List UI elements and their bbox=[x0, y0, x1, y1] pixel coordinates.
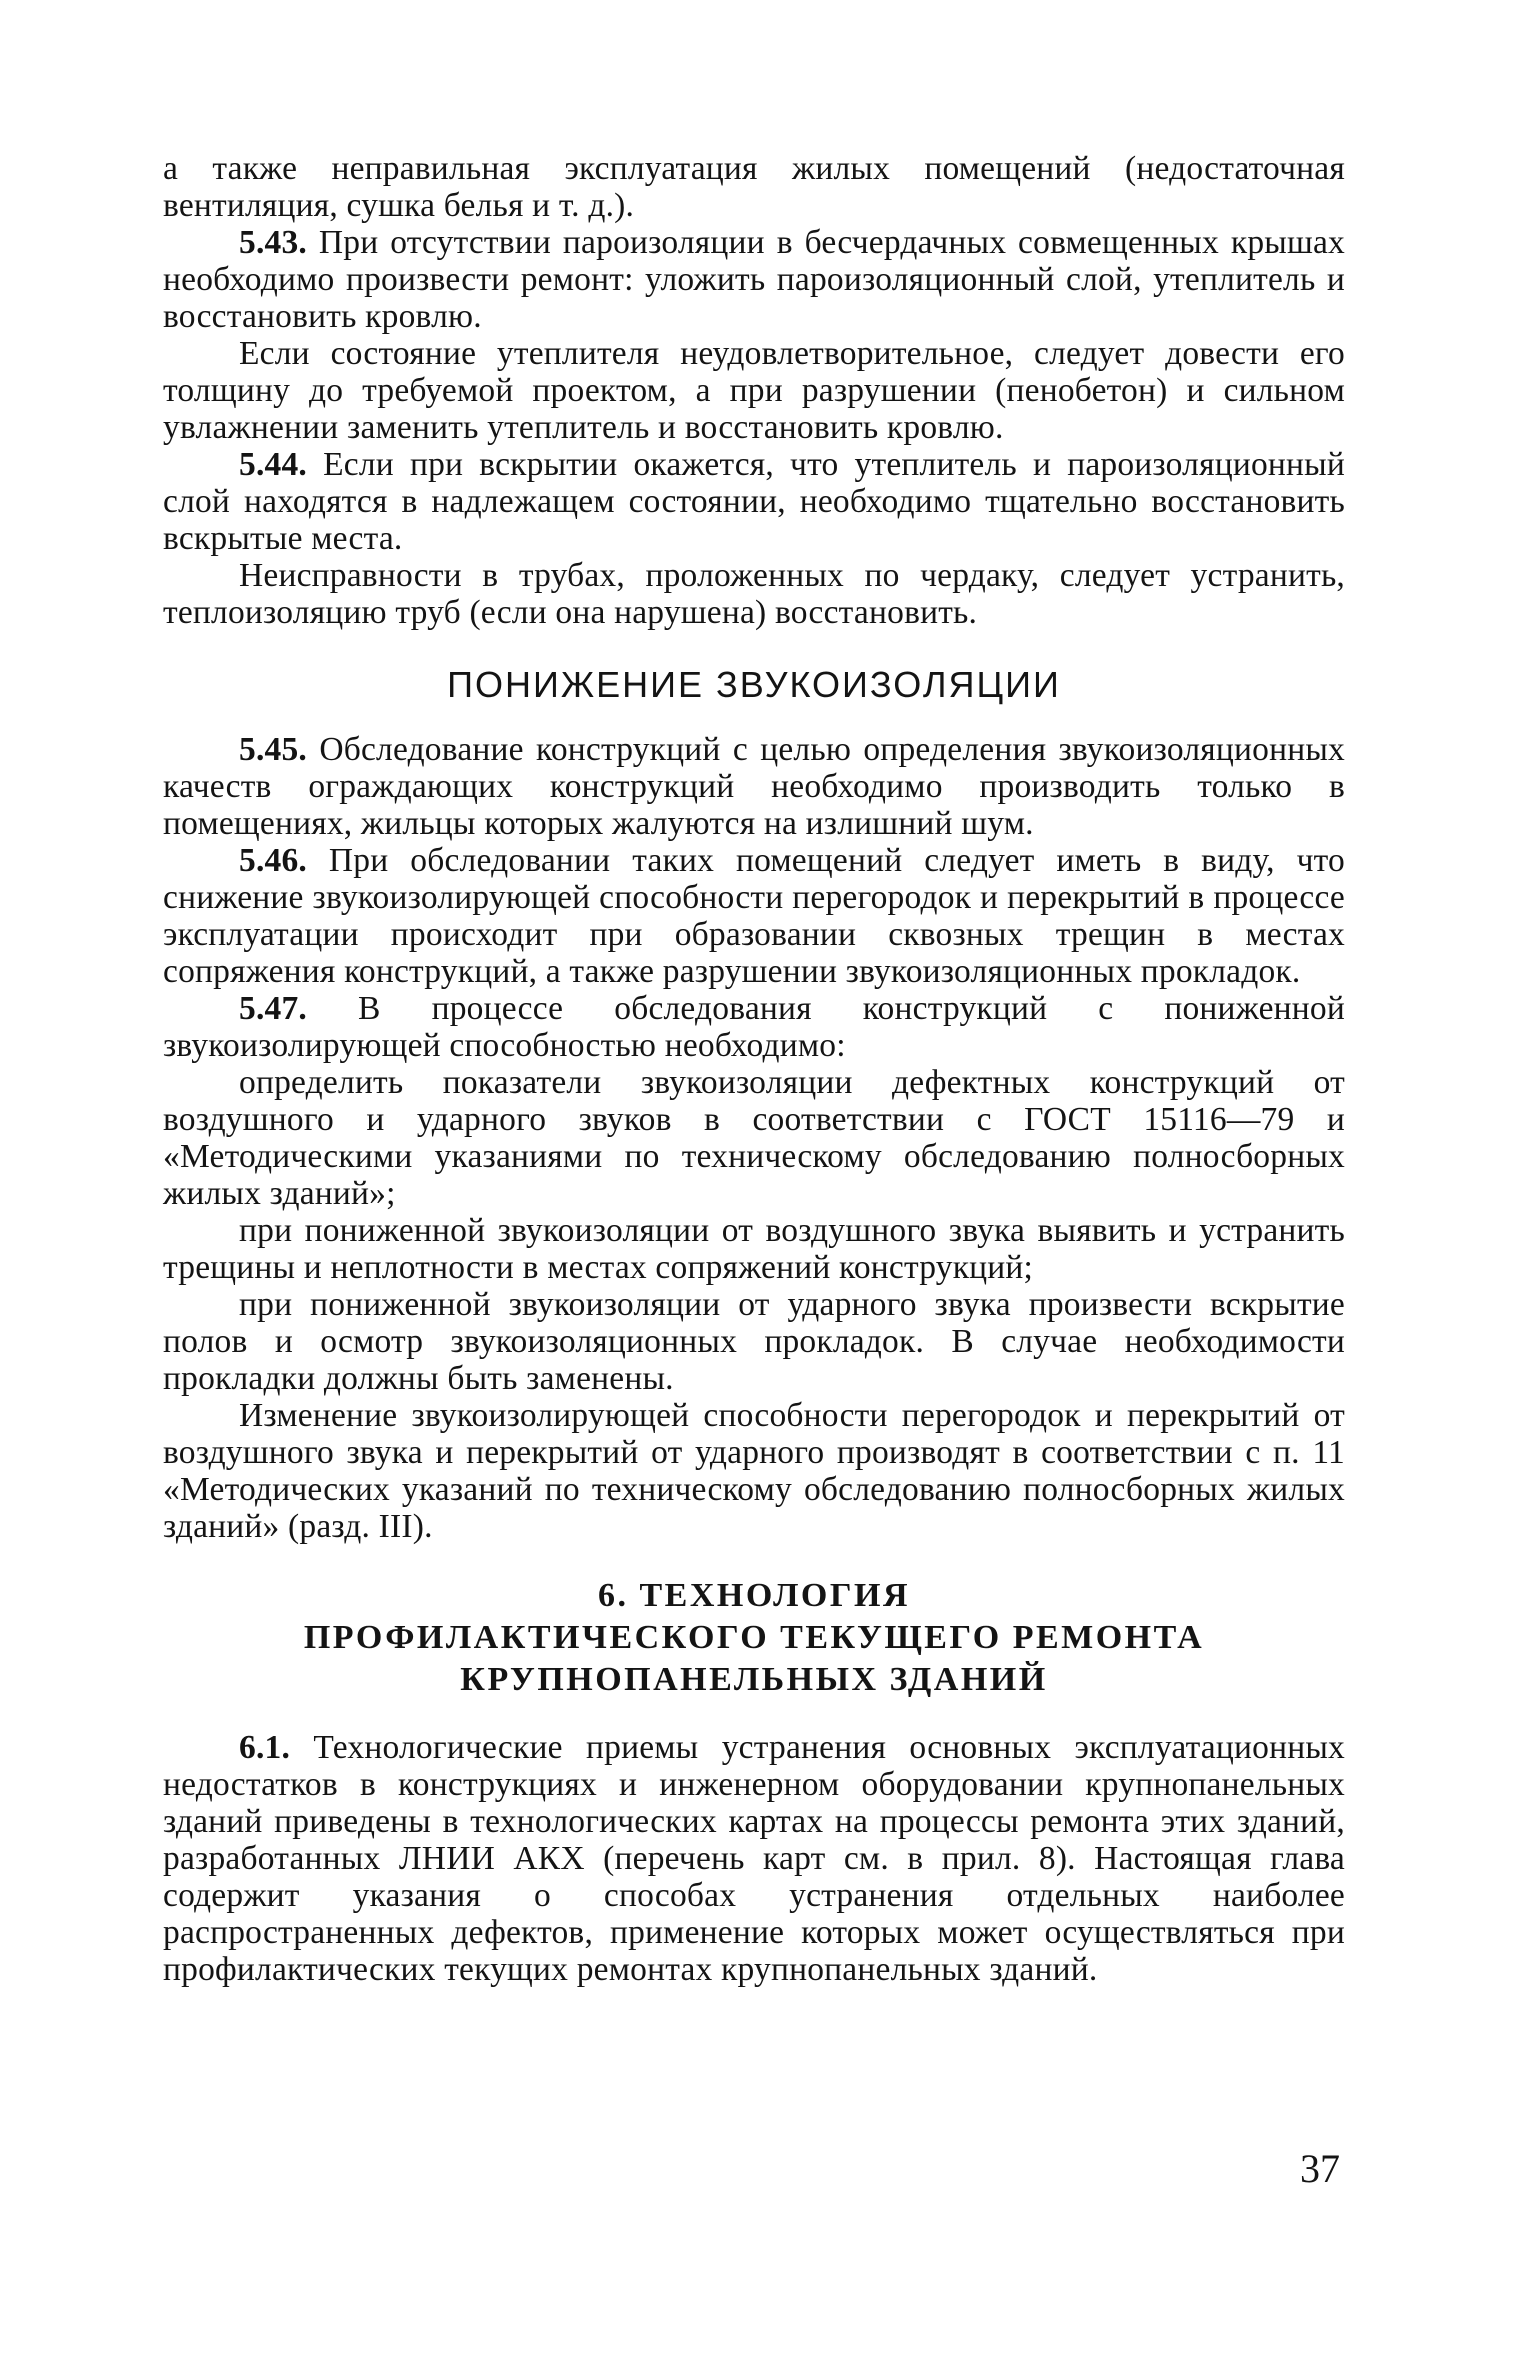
page-number: 37 bbox=[1300, 2146, 1340, 2191]
paragraph-5-44 bbox=[163, 446, 1345, 557]
paragraph-text: при пониженной звукоизоляции от ударного звука произвести вскрытие полов и осмотр звукоизоляционных прокладок. В случае необходимости прокладки должны быть заменены. bbox=[163, 1286, 1345, 1397]
paragraph-5-47 bbox=[163, 990, 1345, 1064]
paragraph-text: При отсутствии пароизоляции в бесчердачных совмещенных крышах необходимо произвести ремонт: уложить пароизоляционный слой, утеплитель и восстановить кровлю. bbox=[163, 224, 1345, 335]
paragraph-text: Неисправности в трубах, проложенных по чердаку, следует устранить, теплоизоляцию труб (если она нарушена) восстановить. bbox=[163, 557, 1345, 631]
paragraph-text: Технологические приемы устранения основных эксплуатационных недостатков в конструкциях и инженерном оборудовании крупнопанельных зданий приведены в технологических картах на процессы ремонта этих зданий, разработанных ЛНИИ АКХ (перечень карт см. в прил. 8). Настоящая глава содержит указания о способах устранения отдельных наиболее распространенных дефектов, применение которых может осуществляться при профилактических текущих ремонтах крупнопанельных зданий. bbox=[163, 1729, 1345, 1988]
paragraph-pipes bbox=[163, 557, 1345, 631]
paragraph-text: Если при вскрытии окажется, что утеплитель и пароизоляционный слой находятся в надлежащем состоянии, необходимо тщательно восстановить вскрытые места. bbox=[163, 446, 1345, 557]
paragraph-text: Изменение звукоизолирующей способности перегородок и перекрытий от воздушного звука и перекрытий от ударного производят в соответствии с п. 11 «Методических указаний по техническому обследованию полносборных жилых зданий» (разд. III). bbox=[163, 1397, 1345, 1545]
paragraph-5-43 bbox=[163, 224, 1345, 335]
paragraph-text: а также неправильная эксплуатация жилых помещений (недостаточная вентиляция, сушка белья и т. д.). bbox=[163, 150, 1345, 224]
clause-number: 5.44. bbox=[239, 446, 307, 483]
chapter-heading-line-3: КРУПНОПАНЕЛЬНЫХ ЗДАНИЙ bbox=[460, 1661, 1048, 1698]
paragraph-5-46 bbox=[163, 842, 1345, 990]
clause-number: 5.43. bbox=[239, 224, 307, 261]
clause-number: 5.47. bbox=[239, 990, 307, 1027]
chapter-heading bbox=[163, 1575, 1345, 1701]
paragraph-text: Обследование конструкций с целью определения звукоизоляционных качеств ограждающих конструкций необходимо производить только в помещениях, жильцы которых жалуются на излишний шум. bbox=[163, 731, 1345, 842]
paragraph-text: В процессе обследования конструкций с пониженной звукоизолирующей способностью необходимо: bbox=[163, 990, 1345, 1064]
chapter-heading-line-2: ПРОФИЛАКТИЧЕСКОГО ТЕКУЩЕГО РЕМОНТА bbox=[303, 1619, 1205, 1656]
paragraph-continuation bbox=[163, 150, 1345, 224]
paragraph-6-1 bbox=[163, 1729, 1345, 1988]
clause-number: 6.1. bbox=[239, 1729, 291, 1766]
paragraph-airborne-sound bbox=[163, 1212, 1345, 1286]
paragraph-text: при пониженной звукоизоляции от воздушного звука выявить и устранить трещины и неплотности в местах сопряжений конструкций; bbox=[163, 1212, 1345, 1286]
clause-number: 5.46. bbox=[239, 842, 307, 879]
paragraph-text: определить показатели звукоизоляции дефектных конструкций от воздушного и ударного звуков в соответствии с ГОСТ 15116—79 и «Методическими указаниями по техническому обследованию полносборных жилых зданий»; bbox=[163, 1064, 1345, 1212]
paragraph-determine-indicators bbox=[163, 1064, 1345, 1212]
clause-number: 5.45. bbox=[239, 731, 307, 768]
paragraph-5-45 bbox=[163, 731, 1345, 842]
paragraph-change-insulation bbox=[163, 1397, 1345, 1545]
section-heading-sound: ПОНИЖЕНИЕ ЗВУКОИЗОЛЯЦИИ bbox=[447, 664, 1061, 705]
paragraph-impact-sound bbox=[163, 1286, 1345, 1397]
chapter-heading-line-1: 6. ТЕХНОЛОГИЯ bbox=[597, 1577, 911, 1614]
paragraph-text: Если состояние утеплителя неудовлетворительное, следует довести его толщину до требуемой проектом, а при разрушении (пенобетон) и сильном увлажнении заменить утеплитель и восстановить кровлю. bbox=[163, 335, 1345, 446]
paragraph-text: При обследовании таких помещений следует иметь в виду, что снижение звукоизолирующей способности перегородок и перекрытий в процессе эксплуатации происходит при образовании сквозных трещин в местах сопряжения конструкций, а также разрушении звукоизоляционных прокладок. bbox=[163, 842, 1345, 990]
document-page bbox=[163, 150, 1345, 1988]
paragraph-insulation-condition bbox=[163, 335, 1345, 446]
